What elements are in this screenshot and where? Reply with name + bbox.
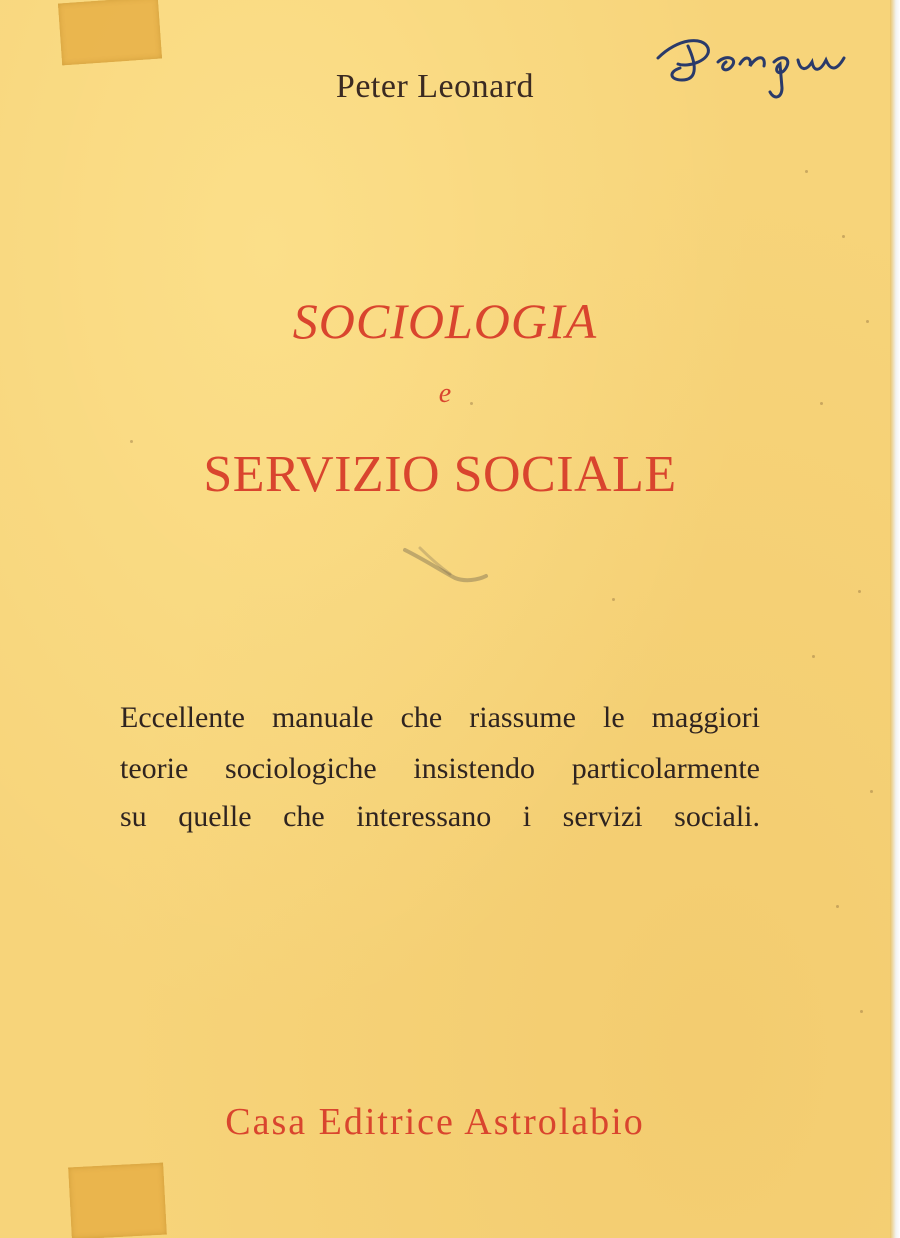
tape-strip-top — [58, 0, 162, 65]
title-conjunction: e — [438, 378, 452, 409]
paper-speck — [130, 440, 133, 443]
ink-smudge — [400, 540, 490, 590]
description-line-1: Eccellente manuale che riassume le maggiori — [120, 701, 760, 734]
publisher-name: Casa Editrice Astrolabio — [225, 1101, 645, 1143]
description-line-2: teorie sociologiche insistendo particolarmente — [120, 752, 760, 785]
paper-speck — [805, 170, 808, 173]
description-line-3: su quelle che interessano i servizi sociali. — [120, 800, 760, 833]
paper-speck — [612, 598, 615, 601]
paper-speck — [836, 905, 839, 908]
author-name: Peter Leonard — [335, 68, 535, 105]
tape-strip-bottom — [68, 1163, 167, 1238]
handwritten-signature — [648, 18, 858, 108]
cover-right-edge — [890, 0, 900, 1238]
paper-speck — [866, 320, 869, 323]
paper-speck — [860, 1010, 863, 1013]
paper-speck — [870, 790, 873, 793]
paper-speck — [470, 402, 473, 405]
title-line-1: SOCIOLOGIA — [292, 293, 598, 349]
paper-speck — [858, 590, 861, 593]
paper-speck — [812, 655, 815, 658]
paper-speck — [820, 402, 823, 405]
title-line-2: SERVIZIO SOCIALE — [203, 446, 677, 503]
paper-speck — [842, 235, 845, 238]
